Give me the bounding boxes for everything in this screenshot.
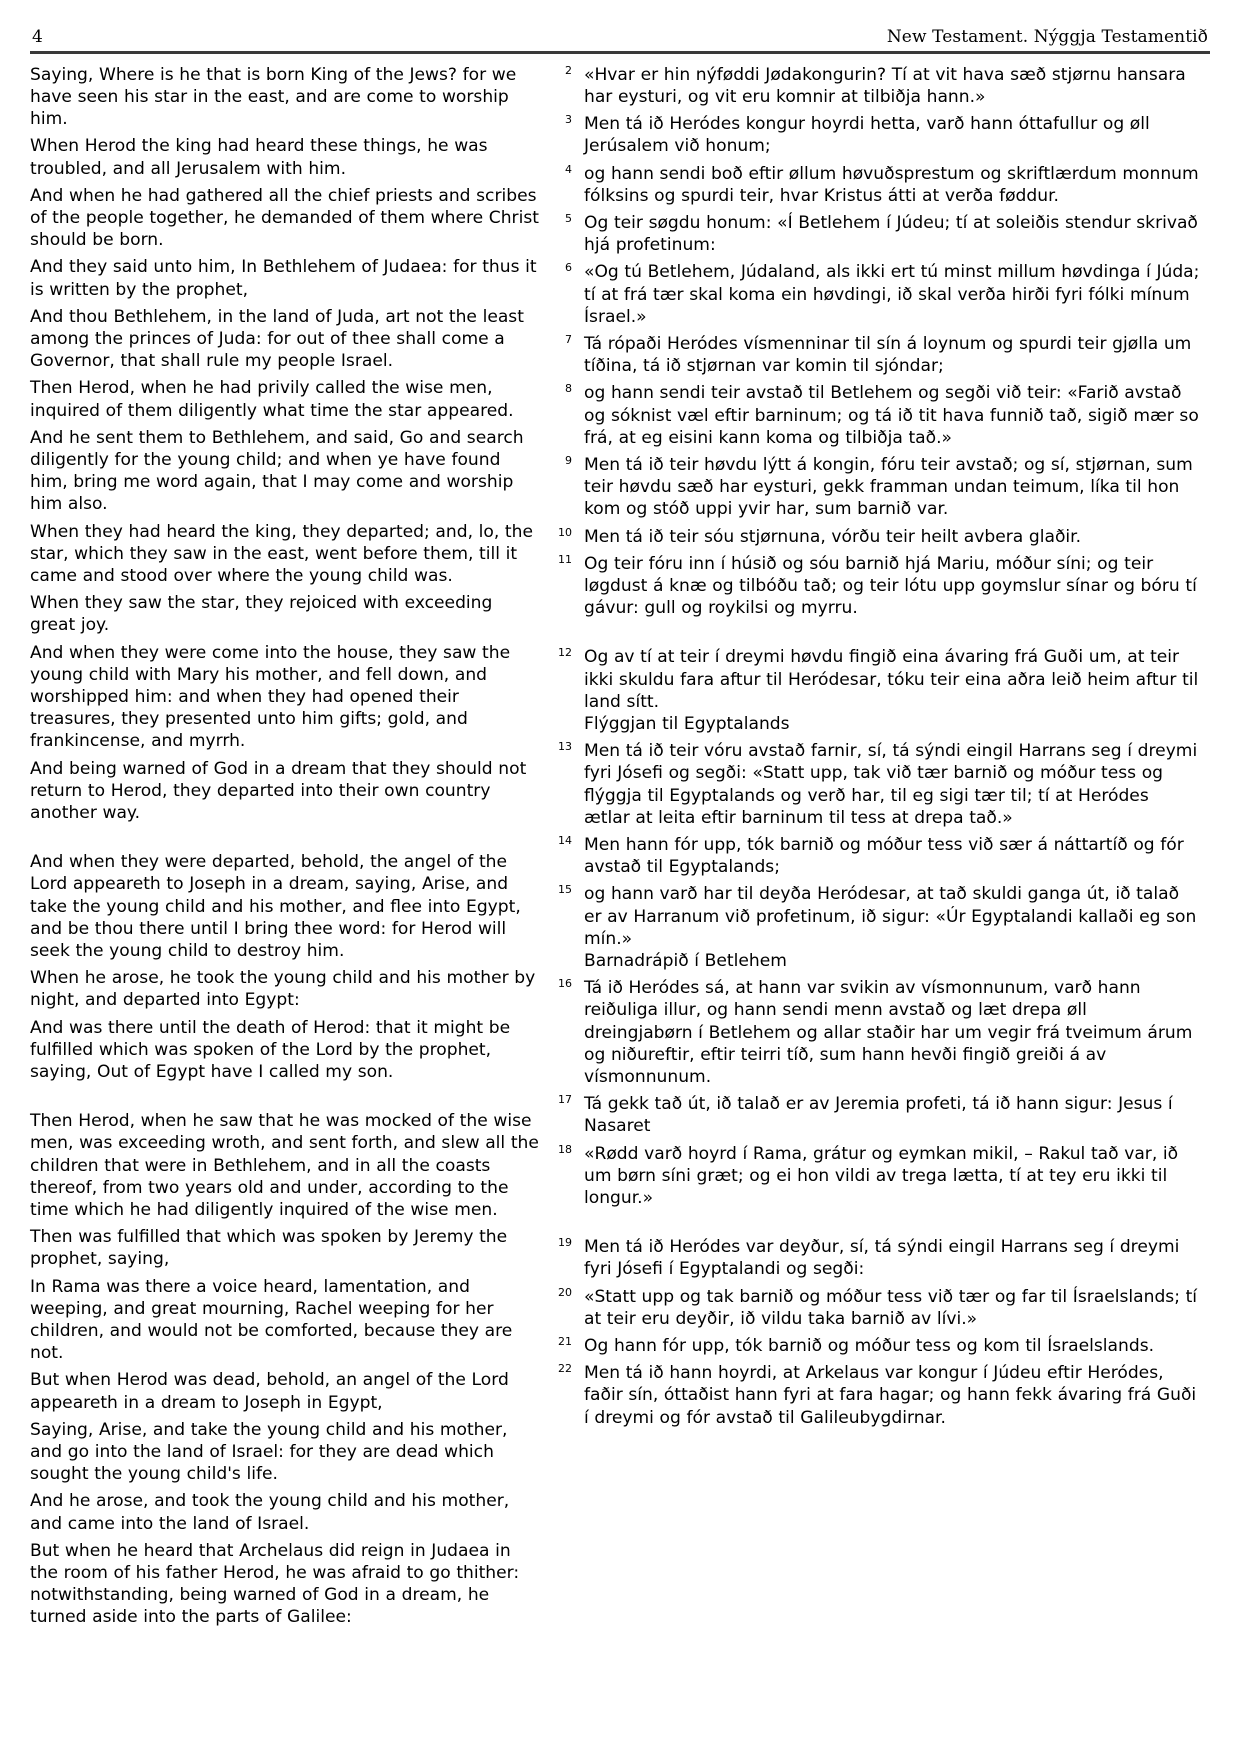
faroese-verse (550, 1143, 1200, 1210)
verse-number: 11 (558, 552, 572, 566)
verse-number: 2 (565, 63, 572, 77)
verse-number: 19 (558, 1236, 572, 1250)
faroese-verse (550, 1335, 1200, 1357)
verse-text (584, 1236, 1200, 1280)
verse-text (584, 977, 1200, 1088)
section-subheading: Barnadrápið í Betlehem (584, 951, 787, 971)
english-verse: And they said unto him, In Bethlehem of Judaea: for thus it is written by the prophet, (30, 257, 537, 300)
english-verse: And was there until the death of Herod: that it might be fulfilled which was spoken of the Lord by the prophet, saying, Out of Egypt have I called my son. (30, 1017, 511, 1083)
english-verse: When he arose, he took the young child and his mother by night, and departed into Egypt: (30, 968, 536, 1011)
verse-number: 4 (565, 162, 572, 176)
english-verse: Saying, Where is he that is born King of the Jews? for we have seen his star in the east, and are come to worship him. (30, 64, 517, 130)
verse-number: 10 (558, 525, 572, 539)
verse-body: Men tá ið teir vóru avstað farnir, sí, tá sýndi eingil Harrans seg í dreymi fyri Jósefi og segði: «Statt upp, tak við tær barnið og móður tess og flýggja til Egyptalands og verð har, til eg sigi tær til; tí at Heródes ætlar at leita eftir barninum til tess at drepa tað.» (584, 741, 1198, 828)
english-verse: But when Herod was dead, behold, an angel of the Lord appeareth in a dream to Joseph in Egypt, (30, 1370, 509, 1413)
verse-text (584, 1143, 1200, 1210)
verse-body: Tá rópaði Heródes vísmenninar til sín á loynum og spurdi teir gjølla um tíðina, tá ið stjørnan var komin til sjóndar; (584, 333, 1192, 377)
faroese-verse (550, 883, 1200, 972)
english-verse: Saying, Arise, and take the young child and his mother, and go into the land of Israel: for they are dead which sought the young child's life. (30, 1419, 508, 1485)
verse-body: og hann sendi teir avstað til Betlehem og segði við teir: «Farið avstað og sóknist væl eftir barninum; og tá ið tit hava funnið tað, sigið mær so frá, at eg eisini kann koma og tilbiðja tað.» (584, 383, 1199, 448)
verse-body: Men tá ið hann hoyrdi, at Arkelaus var kongur í Júdeu eftir Heródes, faðir sín, óttaðist hann fyri at fara hagar; og hann fekk ávaring frá Guði í dreymi og fór avstað til Galileubygdirnar. (584, 1363, 1197, 1428)
english-verse: Then Herod, when he saw that he was mocked of the wise men, was exceeding wroth, and sent forth, and slew all the children that were in Bethlehem, and in all the coasts thereof, from two years old and under, according to the time which he had diligently inquired of the wise men. (30, 1111, 539, 1221)
faroese-verse (550, 1286, 1200, 1330)
page-number: 4 (32, 27, 43, 47)
verse-body: Og hann fór upp, tók barnið og móður tess og kom til Ísraelslands. (584, 1336, 1155, 1357)
faroese-verse (550, 834, 1200, 878)
verse-text (584, 883, 1200, 972)
verse-text (584, 1093, 1200, 1137)
faroese-verse (550, 740, 1200, 829)
verse-body: Men tá ið Heródes var deyður, sí, tá sýndi eingil Harrans seg í dreymi fyri Jósefi í Egyptalandi og segði: (584, 1237, 1180, 1280)
verse-number: 8 (565, 382, 572, 396)
faroese-verse (550, 1093, 1200, 1137)
english-column (30, 64, 550, 1634)
verse-text (584, 1286, 1200, 1330)
verse-text (584, 834, 1200, 878)
english-verse: And when they were come into the house, they saw the young child with Mary his mother, and fell down, and worshipped him: and when they had opened their treasures, they presented unto him gifts; gold, and frankincense, and myrrh. (30, 642, 511, 752)
faroese-verse (550, 454, 1200, 521)
faroese-verse (550, 646, 1200, 735)
verse-body: «Hvar er hin nýføddi Jødakongurin? Tí at vit hava sæð stjørnu hansara har eysturi, og vit eru komnir at tilbiðja hann.» (584, 64, 1186, 107)
faroese-verse (550, 64, 1200, 108)
verse-number: 7 (565, 332, 572, 346)
verse-text (584, 740, 1200, 829)
verse-number: 14 (558, 833, 572, 847)
faroese-verse (550, 163, 1200, 207)
running-header (30, 28, 1210, 51)
verse-body: «Rødd varð hoyrd í Rama, grátur og eymkan mikil, – Rakul tað var, ið um børn síni græt; og ei hon vildi av trega lætta, tí at tey eru ikki til longur.» (584, 1143, 1179, 1209)
faroese-verse (550, 333, 1200, 377)
english-verse: And thou Bethlehem, in the land of Juda, art not the least among the princes of Juda: for out of thee shall come a Governor, that shall rule my people Israel. (30, 306, 524, 372)
verse-number: 13 (558, 740, 572, 754)
verse-body: og hann varð har til deyða Heródesar, at tað skuldi ganga út, ið talað er av Harranum við profetinum, ið sigur: «Úr Egyptalandi kallaði eg son mín.» (584, 884, 1197, 949)
english-verse: When they had heard the king, they departed; and, lo, the star, which they saw in the east, went before them, till it came and stood over where the young child was. (30, 521, 533, 586)
verse-text (584, 333, 1200, 377)
verse-body: Og teir søgdu honum: «Í Betlehem í Júdeu; tí at soleiðis stendur skrivað hjá profetinum: (584, 212, 1198, 256)
english-verse: And when they were departed, behold, the angel of the Lord appeareth to Joseph in a dream, saying, Arise, and take the young child and his mother, and flee into Egypt, and be thou there until I bring thee word: for Herod will seek the young child to destroy him. (30, 852, 521, 961)
paragraph-gap (550, 624, 1200, 646)
english-verse: And being warned of God in a dream that they should not return to Herod, they departed into their own country another way. (30, 758, 527, 823)
paragraph-gap (30, 1088, 542, 1110)
verse-number: 17 (558, 1093, 572, 1107)
verse-text (584, 1335, 1200, 1357)
verse-number: 20 (558, 1285, 572, 1299)
paragraph-gap (550, 1214, 1200, 1236)
verse-body: «Statt upp og tak barnið og móður tess við tær og far til Ísraelslands; tí at teir eru deyðir, ið vildu taka barnið av lívi.» (584, 1286, 1198, 1329)
english-verse: When Herod the king had heard these things, he was troubled, and all Jerusalem with him. (30, 136, 488, 179)
verse-body: Tá ið Heródes sá, at hann var svikin av vísmonnunum, varð hann reiðuliga illur, og hann sendi menn avstað og læt drepa øll dreingjabørn í Betlehem og allar staðir har um vegir frá tveimum árum og niðureftir, eftir teirri tíð, sum hann hevði fingið greiði á av vísmonnunum. (584, 978, 1193, 1088)
verse-text (584, 553, 1200, 620)
verse-number: 22 (558, 1362, 572, 1376)
faroese-verse (550, 261, 1200, 328)
verse-body: Men tá ið teir sóu stjørnuna, vórðu teir heilt avbera glaðir. (584, 526, 1082, 547)
verse-text (584, 1362, 1200, 1429)
faroese-verse (550, 1362, 1200, 1429)
faroese-verse (550, 212, 1200, 256)
verse-number: 9 (565, 453, 572, 467)
verse-text (584, 212, 1200, 256)
english-verse: And he sent them to Bethlehem, and said, Go and search diligently for the young child; and when ye have found him, bring me word again, that I may come and worship him also. (30, 427, 524, 515)
verse-number: 6 (565, 261, 572, 275)
english-verse: In Rama was there a voice heard, lamentation, and weeping, and great mourning, Rachel weeping for her children, and would not be comforted, because they are not. (30, 1276, 513, 1364)
verse-number: 21 (558, 1335, 572, 1349)
verse-body: Men hann fór upp, tók barnið og móður tess við sær á náttartíð og fór avstað til Egyptalands; (584, 834, 1184, 878)
verse-text (584, 382, 1200, 449)
verse-body: Og av tí at teir í dreymi høvdu fingið eina ávaring frá Guði um, at teir ikki skuldu fara aftur til Heródesar, tóku teir eina aðra leið heim aftur til land sítt. (584, 647, 1199, 712)
english-verse: But when he heard that Archelaus did reign in Judaea in the room of his father Herod, he was afraid to go thither: notwithstanding, being warned of God in a dream, he turned aside into the parts of Galilee: (30, 1540, 520, 1628)
faroese-verse (550, 1236, 1200, 1280)
verse-number: 5 (565, 211, 572, 225)
verse-text (584, 454, 1200, 521)
verse-body: Men tá ið teir høvdu lýtt á kongin, fóru teir avstað; og sí, stjørnan, sum teir høvdu sæð har eysturi, gekk framman undan teimum, líka til hon kom og stóð uppi yvir har, sum barnið var. (584, 454, 1193, 520)
english-verse: Then Herod, when he had privily called the wise men, inquired of them diligently what time the star appeared. (30, 378, 514, 421)
two-column-body (30, 64, 1210, 1634)
verse-number: 15 (558, 883, 572, 897)
english-verse: And when he had gathered all the chief priests and scribes of the people together, he demanded of them where Christ should be born. (30, 185, 539, 251)
paragraph-gap (30, 829, 542, 851)
faroese-verse (550, 113, 1200, 157)
running-title: New Testament. Nýggja Testamentið (886, 27, 1208, 47)
english-verse: Then was fulfilled that which was spoken by Jeremy the prophet, saying, (30, 1227, 508, 1270)
verse-body: og hann sendi boð eftir øllum høvuðsprestum og skriftlærdum monnum fólksins og spurdi teir, hvar Kristus átti at verða føddur. (584, 163, 1199, 206)
faroese-verse (550, 553, 1200, 620)
verse-number: 16 (558, 977, 572, 991)
verse-body: Tá gekk tað út, ið talað er av Jeremia profeti, tá ið hann sigur: Jesus í Nasaret (584, 1094, 1173, 1137)
faroese-verse (550, 977, 1200, 1088)
verse-text (584, 113, 1200, 157)
faroese-column (550, 64, 1200, 1434)
verse-body: «Og tú Betlehem, Júdaland, als ikki ert tú minst millum høvdinga í Júda; tí at frá tær skal koma ein høvdingi, ið skal verða hirði fyri fólki mínum Ísrael.» (584, 262, 1200, 327)
english-verse: When they saw the star, they rejoiced with exceeding great joy. (30, 593, 493, 636)
verse-text (584, 64, 1200, 108)
english-verse: And he arose, and took the young child and his mother, and came into the land of Israel. (30, 1491, 510, 1534)
verse-number: 12 (558, 646, 572, 660)
header-rule (30, 51, 1210, 54)
faroese-verse (550, 526, 1200, 548)
verse-text (584, 646, 1200, 735)
verse-number: 18 (558, 1142, 572, 1156)
verse-text (584, 261, 1200, 328)
verse-body: Og teir fóru inn í húsið og sóu barnið hjá Mariu, móður síni; og teir løgdust á knæ og tilbóðu tað; og teir lótu upp goymslur sínar og bóru tí gávur: gull og roykilsi og myrru. (584, 553, 1197, 619)
verse-text (584, 526, 1200, 548)
faroese-verse (550, 382, 1200, 449)
verse-text (584, 163, 1200, 207)
verse-body: Men tá ið Heródes kongur hoyrdi hetta, varð hann óttafullur og øll Jerúsalem við honum; (584, 114, 1150, 157)
verse-number: 3 (565, 113, 572, 127)
section-subheading: Flýggjan til Egyptalands (584, 713, 790, 734)
